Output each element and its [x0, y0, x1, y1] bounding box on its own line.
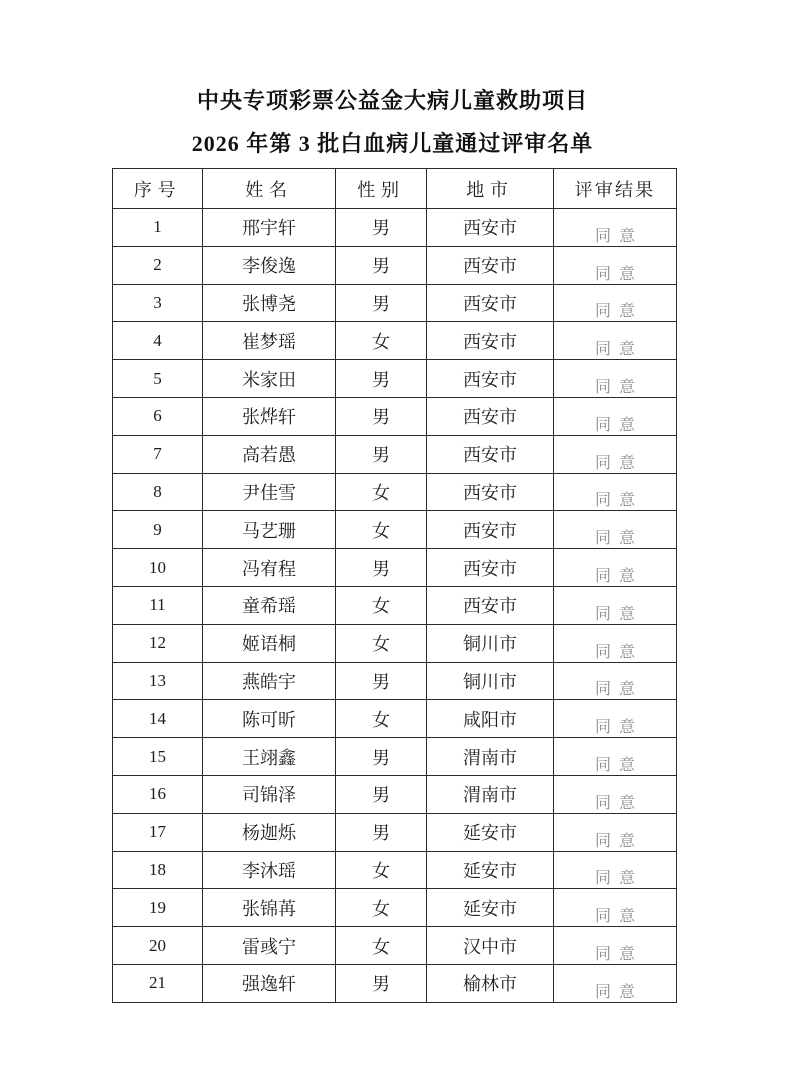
cell-result [554, 284, 677, 322]
table-row [113, 813, 677, 851]
cell-result [554, 322, 677, 360]
cell-city: 西安市 [427, 549, 554, 587]
result-text: 同意 [594, 568, 643, 586]
table-row [113, 964, 677, 1002]
cell-gender: 女 [336, 927, 427, 965]
table-row [113, 889, 677, 927]
cell-gender: 男 [336, 964, 427, 1002]
cell-no: 16 [113, 775, 203, 813]
cell-name: 高若愚 [203, 435, 336, 473]
result-text: 同意 [594, 983, 643, 1001]
result-text: 同意 [594, 719, 643, 737]
cell-name: 米家田 [203, 360, 336, 398]
cell-city: 西安市 [427, 284, 554, 322]
table-row [113, 586, 677, 624]
cell-city: 西安市 [427, 397, 554, 435]
cell-city: 汉中市 [427, 927, 554, 965]
table-row [113, 700, 677, 738]
cell-gender: 男 [336, 738, 427, 776]
cell-gender: 女 [336, 322, 427, 360]
table-row [113, 284, 677, 322]
cell-result [554, 511, 677, 549]
cell-result [554, 813, 677, 851]
cell-result [554, 889, 677, 927]
header-name: 姓名 [203, 169, 336, 209]
cell-name: 张锦苒 [203, 889, 336, 927]
cell-no: 20 [113, 927, 203, 965]
cell-no: 18 [113, 851, 203, 889]
cell-result [554, 927, 677, 965]
review-table-header [113, 169, 677, 209]
cell-gender: 男 [336, 209, 427, 247]
cell-city: 西安市 [427, 435, 554, 473]
cell-name: 陈可昕 [203, 700, 336, 738]
cell-city: 延安市 [427, 851, 554, 889]
result-text: 同意 [594, 379, 643, 397]
cell-name: 王翊鑫 [203, 738, 336, 776]
cell-city: 西安市 [427, 360, 554, 398]
table-row [113, 927, 677, 965]
table-row [113, 360, 677, 398]
cell-gender: 男 [336, 435, 427, 473]
cell-result [554, 209, 677, 247]
table-row [113, 662, 677, 700]
header-serial: 序号 [113, 169, 203, 209]
cell-no: 12 [113, 624, 203, 662]
cell-gender: 男 [336, 246, 427, 284]
cell-city: 铜川市 [427, 662, 554, 700]
header-row [113, 169, 677, 209]
header-result: 评审结果 [554, 169, 677, 209]
cell-gender: 女 [336, 624, 427, 662]
cell-name: 姬语桐 [203, 624, 336, 662]
cell-name: 李沐瑶 [203, 851, 336, 889]
cell-city: 西安市 [427, 511, 554, 549]
cell-city: 西安市 [427, 246, 554, 284]
cell-city: 延安市 [427, 889, 554, 927]
result-text: 同意 [594, 416, 643, 434]
cell-no: 11 [113, 586, 203, 624]
cell-no: 4 [113, 322, 203, 360]
cell-result [554, 851, 677, 889]
cell-gender: 男 [336, 813, 427, 851]
cell-city: 榆林市 [427, 964, 554, 1002]
cell-gender: 女 [336, 511, 427, 549]
cell-no: 14 [113, 700, 203, 738]
cell-gender: 男 [336, 284, 427, 322]
cell-city: 西安市 [427, 473, 554, 511]
cell-name: 李俊逸 [203, 246, 336, 284]
cell-result [554, 360, 677, 398]
cell-result [554, 586, 677, 624]
cell-result [554, 964, 677, 1002]
document-title-line2: 2026 年第 3 批白血病儿童通过评审名单 [191, 131, 594, 156]
header-gender: 性别 [336, 169, 427, 209]
result-text: 同意 [594, 908, 643, 926]
cell-name: 燕皓宇 [203, 662, 336, 700]
cell-gender: 女 [336, 889, 427, 927]
title-block [0, 0, 785, 155]
cell-name: 马艺珊 [203, 511, 336, 549]
cell-gender: 男 [336, 549, 427, 587]
cell-city: 西安市 [427, 586, 554, 624]
table-row [113, 775, 677, 813]
cell-gender: 女 [336, 700, 427, 738]
cell-result [554, 246, 677, 284]
cell-result [554, 549, 677, 587]
cell-name: 张烨轩 [203, 397, 336, 435]
table-row [113, 624, 677, 662]
cell-name: 冯宥程 [203, 549, 336, 587]
result-text: 同意 [594, 832, 643, 850]
cell-name: 强逸轩 [203, 964, 336, 1002]
table-row [113, 511, 677, 549]
result-text: 同意 [594, 757, 643, 775]
cell-no: 9 [113, 511, 203, 549]
result-text: 同意 [594, 870, 643, 888]
table-row [113, 435, 677, 473]
cell-no: 21 [113, 964, 203, 1002]
result-text: 同意 [594, 946, 643, 964]
table-row [113, 209, 677, 247]
cell-city: 铜川市 [427, 624, 554, 662]
cell-city: 渭南市 [427, 738, 554, 776]
cell-city: 渭南市 [427, 775, 554, 813]
cell-name: 司锦泽 [203, 775, 336, 813]
cell-city: 延安市 [427, 813, 554, 851]
cell-name: 尹佳雪 [203, 473, 336, 511]
cell-result [554, 397, 677, 435]
cell-name: 邢宇轩 [203, 209, 336, 247]
result-text: 同意 [594, 227, 643, 245]
cell-no: 10 [113, 549, 203, 587]
cell-city: 西安市 [427, 322, 554, 360]
cell-no: 1 [113, 209, 203, 247]
result-text: 同意 [594, 530, 643, 548]
cell-result [554, 738, 677, 776]
cell-result [554, 624, 677, 662]
cell-name: 张博尧 [203, 284, 336, 322]
table-row [113, 397, 677, 435]
cell-result [554, 473, 677, 511]
review-table [112, 168, 677, 1003]
result-text: 同意 [594, 341, 643, 359]
cell-no: 19 [113, 889, 203, 927]
cell-no: 13 [113, 662, 203, 700]
cell-no: 3 [113, 284, 203, 322]
cell-name: 童希瑶 [203, 586, 336, 624]
cell-name: 雷彧宁 [203, 927, 336, 965]
cell-result [554, 662, 677, 700]
cell-result [554, 435, 677, 473]
cell-no: 17 [113, 813, 203, 851]
table-row [113, 246, 677, 284]
cell-no: 6 [113, 397, 203, 435]
table-row [113, 473, 677, 511]
cell-gender: 男 [336, 360, 427, 398]
cell-result [554, 700, 677, 738]
table-row [113, 738, 677, 776]
result-text: 同意 [594, 643, 643, 661]
cell-gender: 女 [336, 586, 427, 624]
cell-city: 咸阳市 [427, 700, 554, 738]
result-text: 同意 [594, 454, 643, 472]
cell-gender: 男 [336, 397, 427, 435]
cell-gender: 男 [336, 662, 427, 700]
result-text: 同意 [594, 605, 643, 623]
header-city: 地市 [427, 169, 554, 209]
result-text: 同意 [594, 492, 643, 510]
cell-gender: 女 [336, 473, 427, 511]
table-row [113, 322, 677, 360]
cell-result [554, 775, 677, 813]
result-text: 同意 [594, 265, 643, 283]
result-text: 同意 [594, 794, 643, 812]
table-row [113, 851, 677, 889]
cell-gender: 女 [336, 851, 427, 889]
result-text: 同意 [594, 303, 643, 321]
cell-no: 5 [113, 360, 203, 398]
review-table-body [113, 209, 677, 1003]
cell-name: 杨迦烁 [203, 813, 336, 851]
cell-no: 15 [113, 738, 203, 776]
table-row [113, 549, 677, 587]
result-text: 同意 [594, 681, 643, 699]
cell-no: 8 [113, 473, 203, 511]
cell-no: 2 [113, 246, 203, 284]
cell-name: 崔梦瑶 [203, 322, 336, 360]
document-title-line1: 中央专项彩票公益金大病儿童救助项目 [196, 88, 588, 113]
cell-gender: 男 [336, 775, 427, 813]
cell-no: 7 [113, 435, 203, 473]
cell-city: 西安市 [427, 209, 554, 247]
